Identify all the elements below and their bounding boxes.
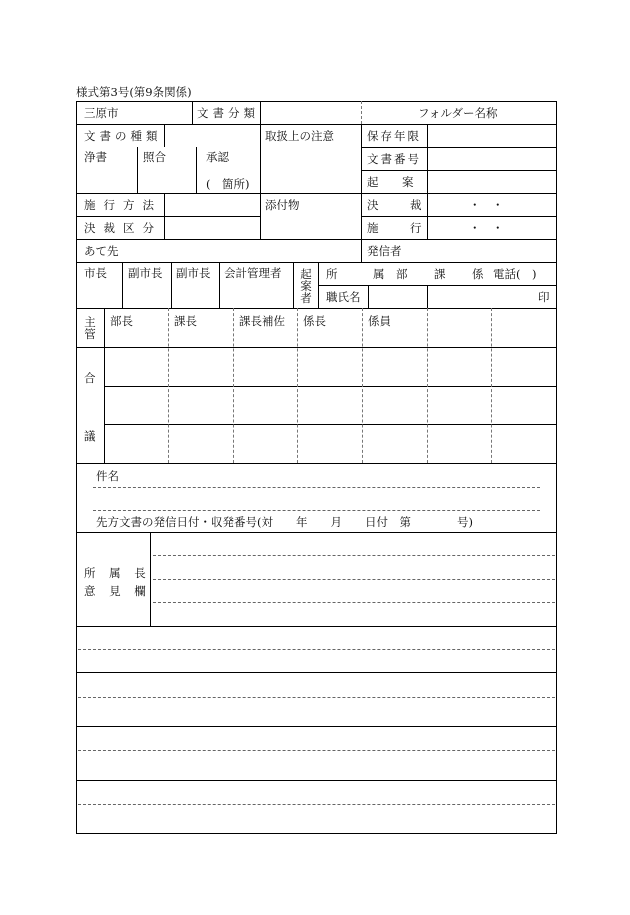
section-label: 課	[434, 267, 446, 281]
city-label: 三原市	[84, 106, 119, 120]
retention-field[interactable]	[429, 126, 554, 145]
decided-date-dots: ・ ・	[469, 198, 504, 212]
subject-field[interactable]	[130, 467, 540, 486]
handling-notes-label: 取扱上の注意	[265, 129, 334, 143]
doc-number-field[interactable]	[429, 149, 554, 168]
method-field[interactable]	[166, 195, 258, 214]
phone-label: 電話( )	[493, 267, 537, 281]
clean-copy-label: 浄書	[84, 150, 107, 164]
attachments-label: 添付物	[265, 198, 300, 212]
doc-class-label: 文書分類	[197, 106, 259, 120]
doc-class-field[interactable]	[262, 103, 359, 122]
approval-label: 承認	[206, 150, 229, 164]
dept-label: 部	[396, 267, 408, 281]
collation-label: 照合	[143, 150, 166, 164]
opinion-field[interactable]	[153, 535, 553, 623]
drafted-label: 起 案	[367, 175, 420, 189]
assistant-label: 課長補佐	[239, 314, 285, 328]
affiliation-label: 所 属	[326, 267, 397, 281]
addressee-label: あて先	[84, 244, 119, 258]
reference-line: 先方文書の発信日付・収発番号(対 年 月 日付 第 号)	[96, 515, 473, 529]
addressee-field[interactable]	[130, 241, 358, 260]
head-dept-label: 部長	[110, 314, 133, 328]
unit-label: 係	[472, 267, 484, 281]
opinion-label-line2: 意 見 欄	[84, 584, 151, 598]
decision-class-label: 決裁区分	[84, 221, 162, 235]
vice-mayor-1-label: 副市長	[128, 266, 163, 280]
mayor-label: 市長	[84, 266, 107, 280]
method-label: 施行方法	[84, 198, 162, 212]
doc-number-label: 文書番号	[367, 152, 421, 166]
accountant-label: 会計管理者	[224, 266, 282, 280]
seal-mark: 印	[538, 290, 550, 304]
title-field[interactable]	[370, 287, 425, 306]
main-label: 主管	[84, 315, 96, 341]
sender-label: 発信者	[367, 244, 402, 258]
vice-mayor-2-label: 副市長	[176, 266, 211, 280]
places-label: ( 箇所)	[206, 177, 250, 191]
doc-type-field[interactable]	[166, 126, 258, 145]
folder-name-field[interactable]	[363, 103, 553, 122]
unit-chief-label: 係長	[303, 314, 326, 328]
folder-name-label: フォルダー名称	[418, 106, 498, 120]
name-label: 職氏名	[326, 290, 361, 304]
head-section-label: 課長	[174, 314, 197, 328]
staff-label: 係員	[368, 314, 391, 328]
consult-label-2: 議	[84, 429, 96, 443]
enforced-label: 施 行	[367, 221, 432, 235]
decision-class-field[interactable]	[166, 218, 258, 237]
name-field[interactable]	[429, 287, 529, 306]
decided-label: 決 裁	[367, 198, 432, 212]
retention-label: 保存年限	[367, 129, 421, 143]
doc-type-label: 文書の種類	[84, 129, 162, 143]
opinion-label-line1: 所 属 長	[84, 566, 151, 580]
enforced-date-dots: ・ ・	[469, 221, 504, 235]
form-number: 様式第3号(第9条関係)	[76, 85, 192, 99]
drafted-date-field[interactable]	[429, 172, 554, 191]
drafter-label: 起案者	[300, 267, 312, 305]
subject-label: 件名	[96, 469, 119, 483]
consult-label-1: 合	[84, 371, 96, 385]
sender-field[interactable]	[410, 241, 554, 260]
